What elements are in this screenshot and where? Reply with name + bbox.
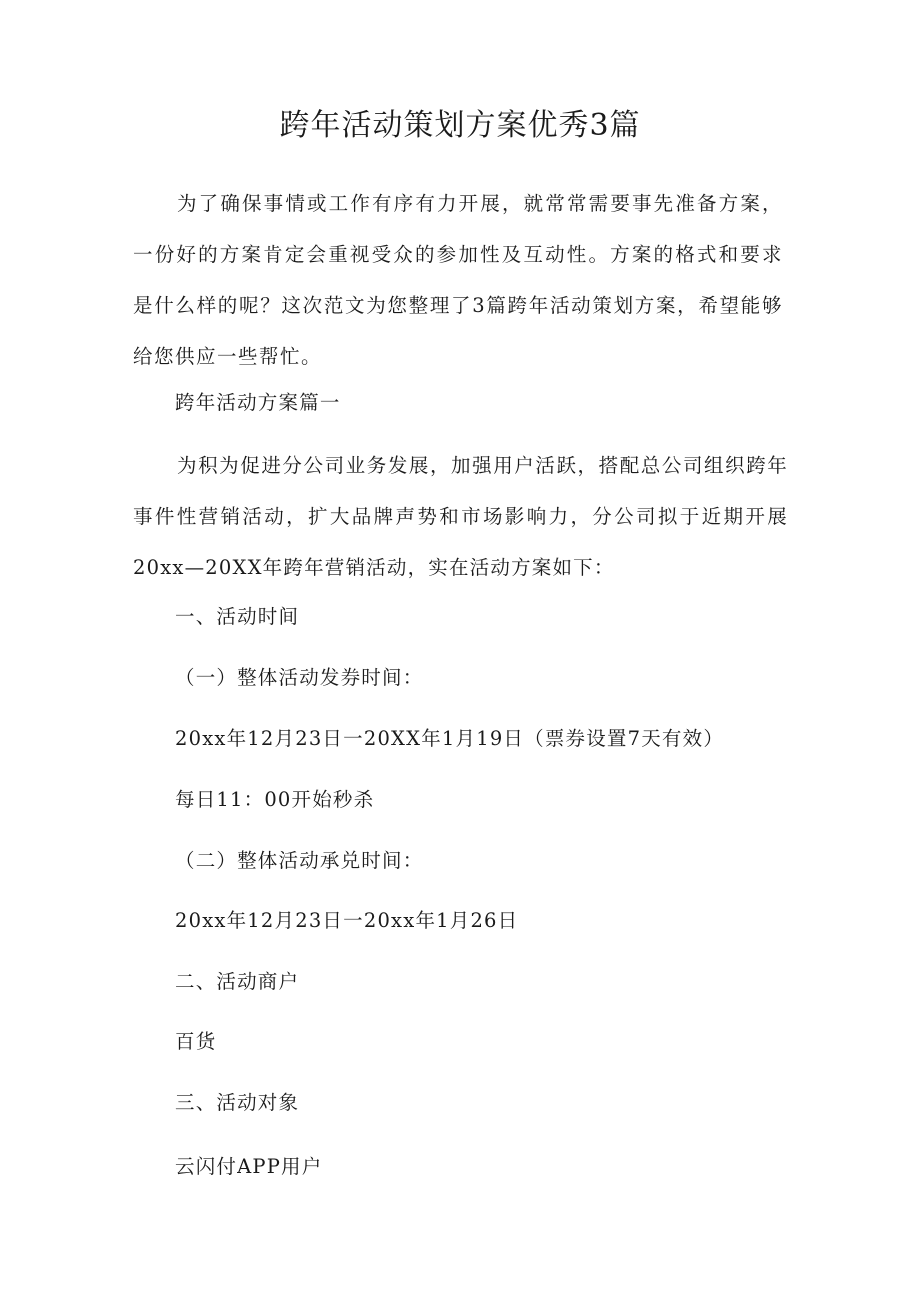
redeem-date-range: 20xx年12月23日一20xx年1月26日 bbox=[175, 909, 519, 932]
flash-sale-time: 每日11：00开始秒杀 bbox=[175, 788, 375, 811]
audience-app-users: 云闪付APP用户 bbox=[175, 1155, 323, 1178]
heading-audience: 三、活动对象 bbox=[175, 1091, 300, 1114]
document-title: 跨年活动策划方案优秀3篇 bbox=[279, 108, 641, 143]
section-heading: 跨年活动方案篇一 bbox=[175, 391, 341, 414]
body-paragraph: 为积为促进分公司业务发展，加强用户活跃，搭配总公司组织跨年事件性营销活动，扩大品牌声势和市场影响力，分公司拟于近期开展20xx—20XX年跨年营销活动，实在活动方案如下： bbox=[133, 454, 788, 579]
heading-merchants: 二、活动商户 bbox=[175, 970, 300, 993]
merchant-department-store: 百货 bbox=[175, 1030, 217, 1053]
heading-activity-time: 一、活动时间 bbox=[175, 605, 300, 628]
intro-paragraph: 为了确保事情或工作有序有力开展，就常常需要事先准备方案，一份好的方案肯定会重视受众的参加性及互动性。方案的格式和要求是什么样的呢？这次范文为您整理了3篇跨年活动策划方案，希望能够给您供应一些帮忙。 bbox=[133, 192, 783, 368]
coupon-date-range: 20xx年12月23日一20XX年1月19日（票券设置7天有效） bbox=[175, 727, 725, 750]
subheading-coupon-time: （一）整体活动发券时间： bbox=[175, 666, 424, 689]
subheading-redeem-time: （二）整体活动承兑时间： bbox=[175, 849, 424, 872]
